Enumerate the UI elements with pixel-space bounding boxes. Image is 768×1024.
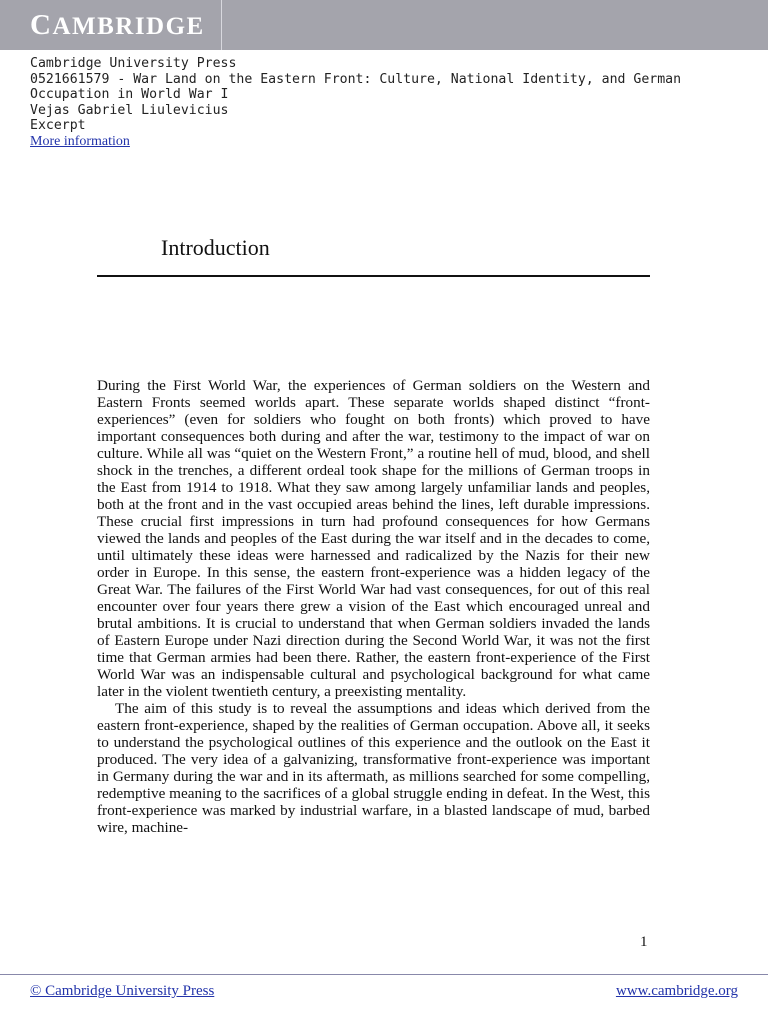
logo-box: [0, 0, 222, 50]
isbn-title-line-1: 0521661579 - War Land on the Eastern Front: Culture, National Identity, and German: [30, 71, 682, 87]
paragraph-1: During the First World War, the experiences of German soldiers on the Western and Eastern Fronts seemed worlds apart. These separate worlds shaped distinct “front-experiences” (even for soldiers who fought on both fronts) which proved to have important consequences both during and after the war, testimony to the impact of war on culture. While all was “quiet on the Western Front,” a routine hell of mud, blood, and shell shock in the trenches, a different ordeal took shape for the millions of German troops in the East from 1914 to 1918. What they saw among largely unfamiliar lands and peoples, both at the front and in the vast occupied areas behind the lines, left durable impressions. These crucial first impressions in turn had profound consequences for how Germans viewed the lands and peoples of the East during the war itself and in the decades to come, until ultimately these ideas were harnessed and radicalized by the Nazis for their new order in Europe. In this sense, the eastern front-experience was a hidden legacy of the Great War. The failures of the First World War had vast consequences, for out of this real encounter over four years there grew a vision of the East which encouraged unreal and brutal ambitions. It is crucial to understand that when German soldiers invaded the lands of Eastern Europe under Nazi direction during the Second World War, it was not the first time that German armies had been there. Rather, the eastern front-experience of the First World War was an indispensable cultural and psychological background for what came later in the violent twentieth century, a preexisting mentality.: [97, 377, 650, 700]
publisher-line: Cambridge University Press: [30, 56, 237, 71]
page-number: 1: [640, 934, 648, 950]
cambridge-logo[interactable]: CAMBRIDGE: [30, 9, 205, 41]
paragraph-2: The aim of this study is to reveal the assumptions and ideas which derived from the eastern front-experience, shaped by the realities of German occupation. Above all, it seeks to understand the psychological outlines of this experience and the outlook on the East it produced. The very idea of a galvanizing, transformative front-experience was important in Germany during the war and in its aftermath, as millions searched for some compelling, redemptive meaning to the sacrifices of a global struggle ending in defeat. In the West, this front-experience was marked by industrial warfare, in a blasted landscape of mud, barbed wire, machine-: [97, 700, 650, 836]
chapter-body: [97, 377, 650, 836]
chapter-title: Introduction: [161, 235, 270, 260]
more-information-link[interactable]: More information: [30, 133, 130, 149]
book-metadata: [30, 56, 681, 150]
author-line: Vejas Gabriel Liulevicius: [30, 102, 229, 118]
header-bar: [0, 0, 768, 50]
excerpt-label: Excerpt: [30, 118, 86, 134]
footer-divider: [0, 974, 768, 975]
website-link[interactable]: www.cambridge.org: [615, 983, 738, 999]
title-divider: [97, 275, 650, 277]
copyright-link[interactable]: © Cambridge University Press: [30, 983, 215, 999]
isbn-title-line-2: Occupation in World War I: [30, 87, 229, 103]
